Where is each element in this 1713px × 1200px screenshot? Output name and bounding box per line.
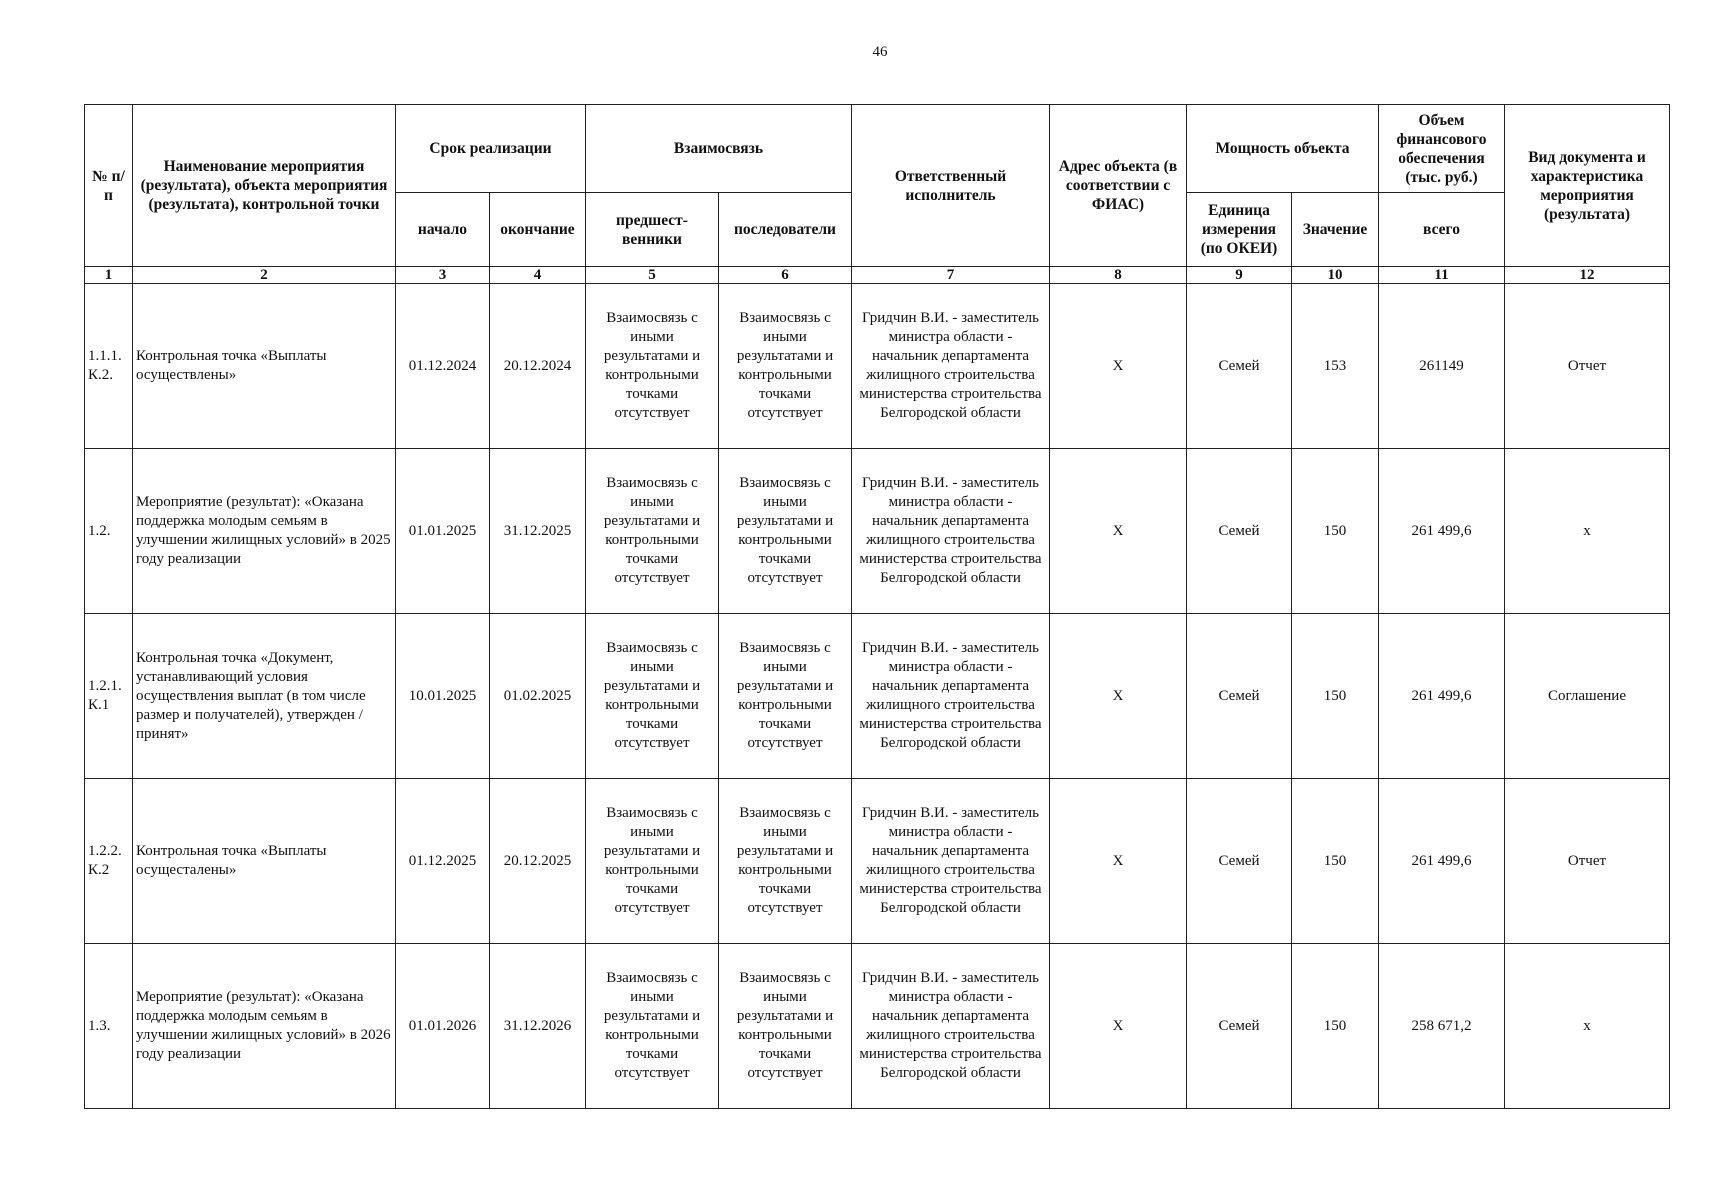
column-index: 3 xyxy=(396,267,490,284)
row-name: Контрольная точка «Выплаты осущесталены» xyxy=(133,779,396,944)
row-unit: Семей xyxy=(1187,944,1292,1109)
row-address: X xyxy=(1050,284,1187,449)
row-num: 1.3. xyxy=(85,944,133,1109)
header-unit: Единица измерения (по ОКЕИ) xyxy=(1187,193,1292,267)
row-start: 10.01.2025 xyxy=(396,614,490,779)
row-successors: Взаимосвязь с иными результатами и контрольными точками отсутствует xyxy=(719,614,852,779)
header-predecessors: предшест-венники xyxy=(586,193,719,267)
row-total: 261 499,6 xyxy=(1379,779,1505,944)
row-start: 01.12.2024 xyxy=(396,284,490,449)
column-index: 2 xyxy=(133,267,396,284)
row-address: X xyxy=(1050,944,1187,1109)
row-doc: Соглашение xyxy=(1505,614,1670,779)
header-period: Срок реализации xyxy=(396,105,586,193)
column-index: 6 xyxy=(719,267,852,284)
row-responsible: Гридчин В.И. - заместитель министра области - начальник департамента жилищного строительства министерства строительства Белгородской области xyxy=(852,779,1050,944)
row-value: 150 xyxy=(1292,779,1379,944)
column-index: 9 xyxy=(1187,267,1292,284)
row-predecessors: Взаимосвязь с иными результатами и контрольными точками отсутствует xyxy=(586,944,719,1109)
row-num: 1.2.2. К.2 xyxy=(85,779,133,944)
row-successors: Взаимосвязь с иными результатами и контрольными точками отсутствует xyxy=(719,944,852,1109)
row-doc: Отчет xyxy=(1505,284,1670,449)
row-successors: Взаимосвязь с иными результатами и контрольными точками отсутствует xyxy=(719,284,852,449)
row-responsible: Гридчин В.И. - заместитель министра области - начальник департамента жилищного строительства министерства строительства Белгородской области xyxy=(852,614,1050,779)
row-address: X xyxy=(1050,779,1187,944)
row-num: 1.1.1. К.2. xyxy=(85,284,133,449)
row-value: 153 xyxy=(1292,284,1379,449)
page-number: 46 xyxy=(872,44,888,60)
row-total: 261 499,6 xyxy=(1379,614,1505,779)
row-responsible: Гридчин В.И. - заместитель министра области - начальник департамента жилищного строительства министерства строительства Белгородской области xyxy=(852,284,1050,449)
row-unit: Семей xyxy=(1187,284,1292,449)
row-unit: Семей xyxy=(1187,449,1292,614)
column-index: 12 xyxy=(1505,267,1670,284)
row-doc: Отчет xyxy=(1505,779,1670,944)
row-end: 20.12.2025 xyxy=(490,779,586,944)
column-index: 4 xyxy=(490,267,586,284)
column-index: 7 xyxy=(852,267,1050,284)
table-row xyxy=(85,614,1670,779)
row-start: 01.12.2025 xyxy=(396,779,490,944)
row-address: X xyxy=(1050,614,1187,779)
plan-table xyxy=(84,104,1670,1109)
column-index: 5 xyxy=(586,267,719,284)
column-index: 11 xyxy=(1379,267,1505,284)
row-predecessors: Взаимосвязь с иными результатами и контрольными точками отсутствует xyxy=(586,614,719,779)
header-start: начало xyxy=(396,193,490,267)
row-end: 01.02.2025 xyxy=(490,614,586,779)
row-name: Мероприятие (результат): «Оказана поддержка молодым семьям в улучшении жилищных условий» в 2026 году реализации xyxy=(133,944,396,1109)
row-predecessors: Взаимосвязь с иными результатами и контрольными точками отсутствует xyxy=(586,284,719,449)
header-capacity: Мощность объекта xyxy=(1187,105,1379,193)
row-responsible: Гридчин В.И. - заместитель министра области - начальник департамента жилищного строительства министерства строительства Белгородской области xyxy=(852,449,1050,614)
row-total: 261 499,6 xyxy=(1379,449,1505,614)
column-index: 1 xyxy=(85,267,133,284)
row-predecessors: Взаимосвязь с иными результатами и контрольными точками отсутствует xyxy=(586,779,719,944)
header-name: Наименование мероприятия (результата), объекта мероприятия (результата), контрольной точки xyxy=(133,105,396,267)
header-num: № п/п xyxy=(85,105,133,267)
row-num: 1.2.1. К.1 xyxy=(85,614,133,779)
row-value: 150 xyxy=(1292,944,1379,1109)
header-value: Значение xyxy=(1292,193,1379,267)
header-doc: Вид документа и характеристика мероприятия (результата) xyxy=(1505,105,1670,267)
row-start: 01.01.2025 xyxy=(396,449,490,614)
header-successors: последователи xyxy=(719,193,852,267)
header-end: окончание xyxy=(490,193,586,267)
row-predecessors: Взаимосвязь с иными результатами и контрольными точками отсутствует xyxy=(586,449,719,614)
header-address: Адрес объекта (в соответствии с ФИАС) xyxy=(1050,105,1187,267)
row-name: Контрольная точка «Документ, устанавливающий условия осуществления выплат (в том числе размер и получателей), утвержден / принят» xyxy=(133,614,396,779)
row-unit: Семей xyxy=(1187,614,1292,779)
table-row xyxy=(85,944,1670,1109)
row-total: 261149 xyxy=(1379,284,1505,449)
row-total: 258 671,2 xyxy=(1379,944,1505,1109)
table-row xyxy=(85,284,1670,449)
row-address: X xyxy=(1050,449,1187,614)
header-finance: Объем финансового обеспечения (тыс. руб.) xyxy=(1379,105,1505,193)
table-row xyxy=(85,449,1670,614)
column-index: 8 xyxy=(1050,267,1187,284)
row-value: 150 xyxy=(1292,614,1379,779)
column-index-row xyxy=(85,267,1670,284)
column-index: 10 xyxy=(1292,267,1379,284)
row-end: 20.12.2024 xyxy=(490,284,586,449)
row-start: 01.01.2026 xyxy=(396,944,490,1109)
row-name: Контрольная точка «Выплаты осуществлены» xyxy=(133,284,396,449)
row-name: Мероприятие (результат): «Оказана поддержка молодым семьям в улучшении жилищных условий» в 2025 году реализации xyxy=(133,449,396,614)
row-end: 31.12.2026 xyxy=(490,944,586,1109)
table-row xyxy=(85,779,1670,944)
row-doc: x xyxy=(1505,449,1670,614)
row-successors: Взаимосвязь с иными результатами и контрольными точками отсутствует xyxy=(719,779,852,944)
row-num: 1.2. xyxy=(85,449,133,614)
header-total: всего xyxy=(1379,193,1505,267)
row-unit: Семей xyxy=(1187,779,1292,944)
row-responsible: Гридчин В.И. - заместитель министра области - начальник департамента жилищного строительства министерства строительства Белгородской области xyxy=(852,944,1050,1109)
row-doc: x xyxy=(1505,944,1670,1109)
header-link: Взаимосвязь xyxy=(586,105,852,193)
row-value: 150 xyxy=(1292,449,1379,614)
row-successors: Взаимосвязь с иными результатами и контрольными точками отсутствует xyxy=(719,449,852,614)
row-end: 31.12.2025 xyxy=(490,449,586,614)
header-responsible: Ответственный исполнитель xyxy=(852,105,1050,267)
